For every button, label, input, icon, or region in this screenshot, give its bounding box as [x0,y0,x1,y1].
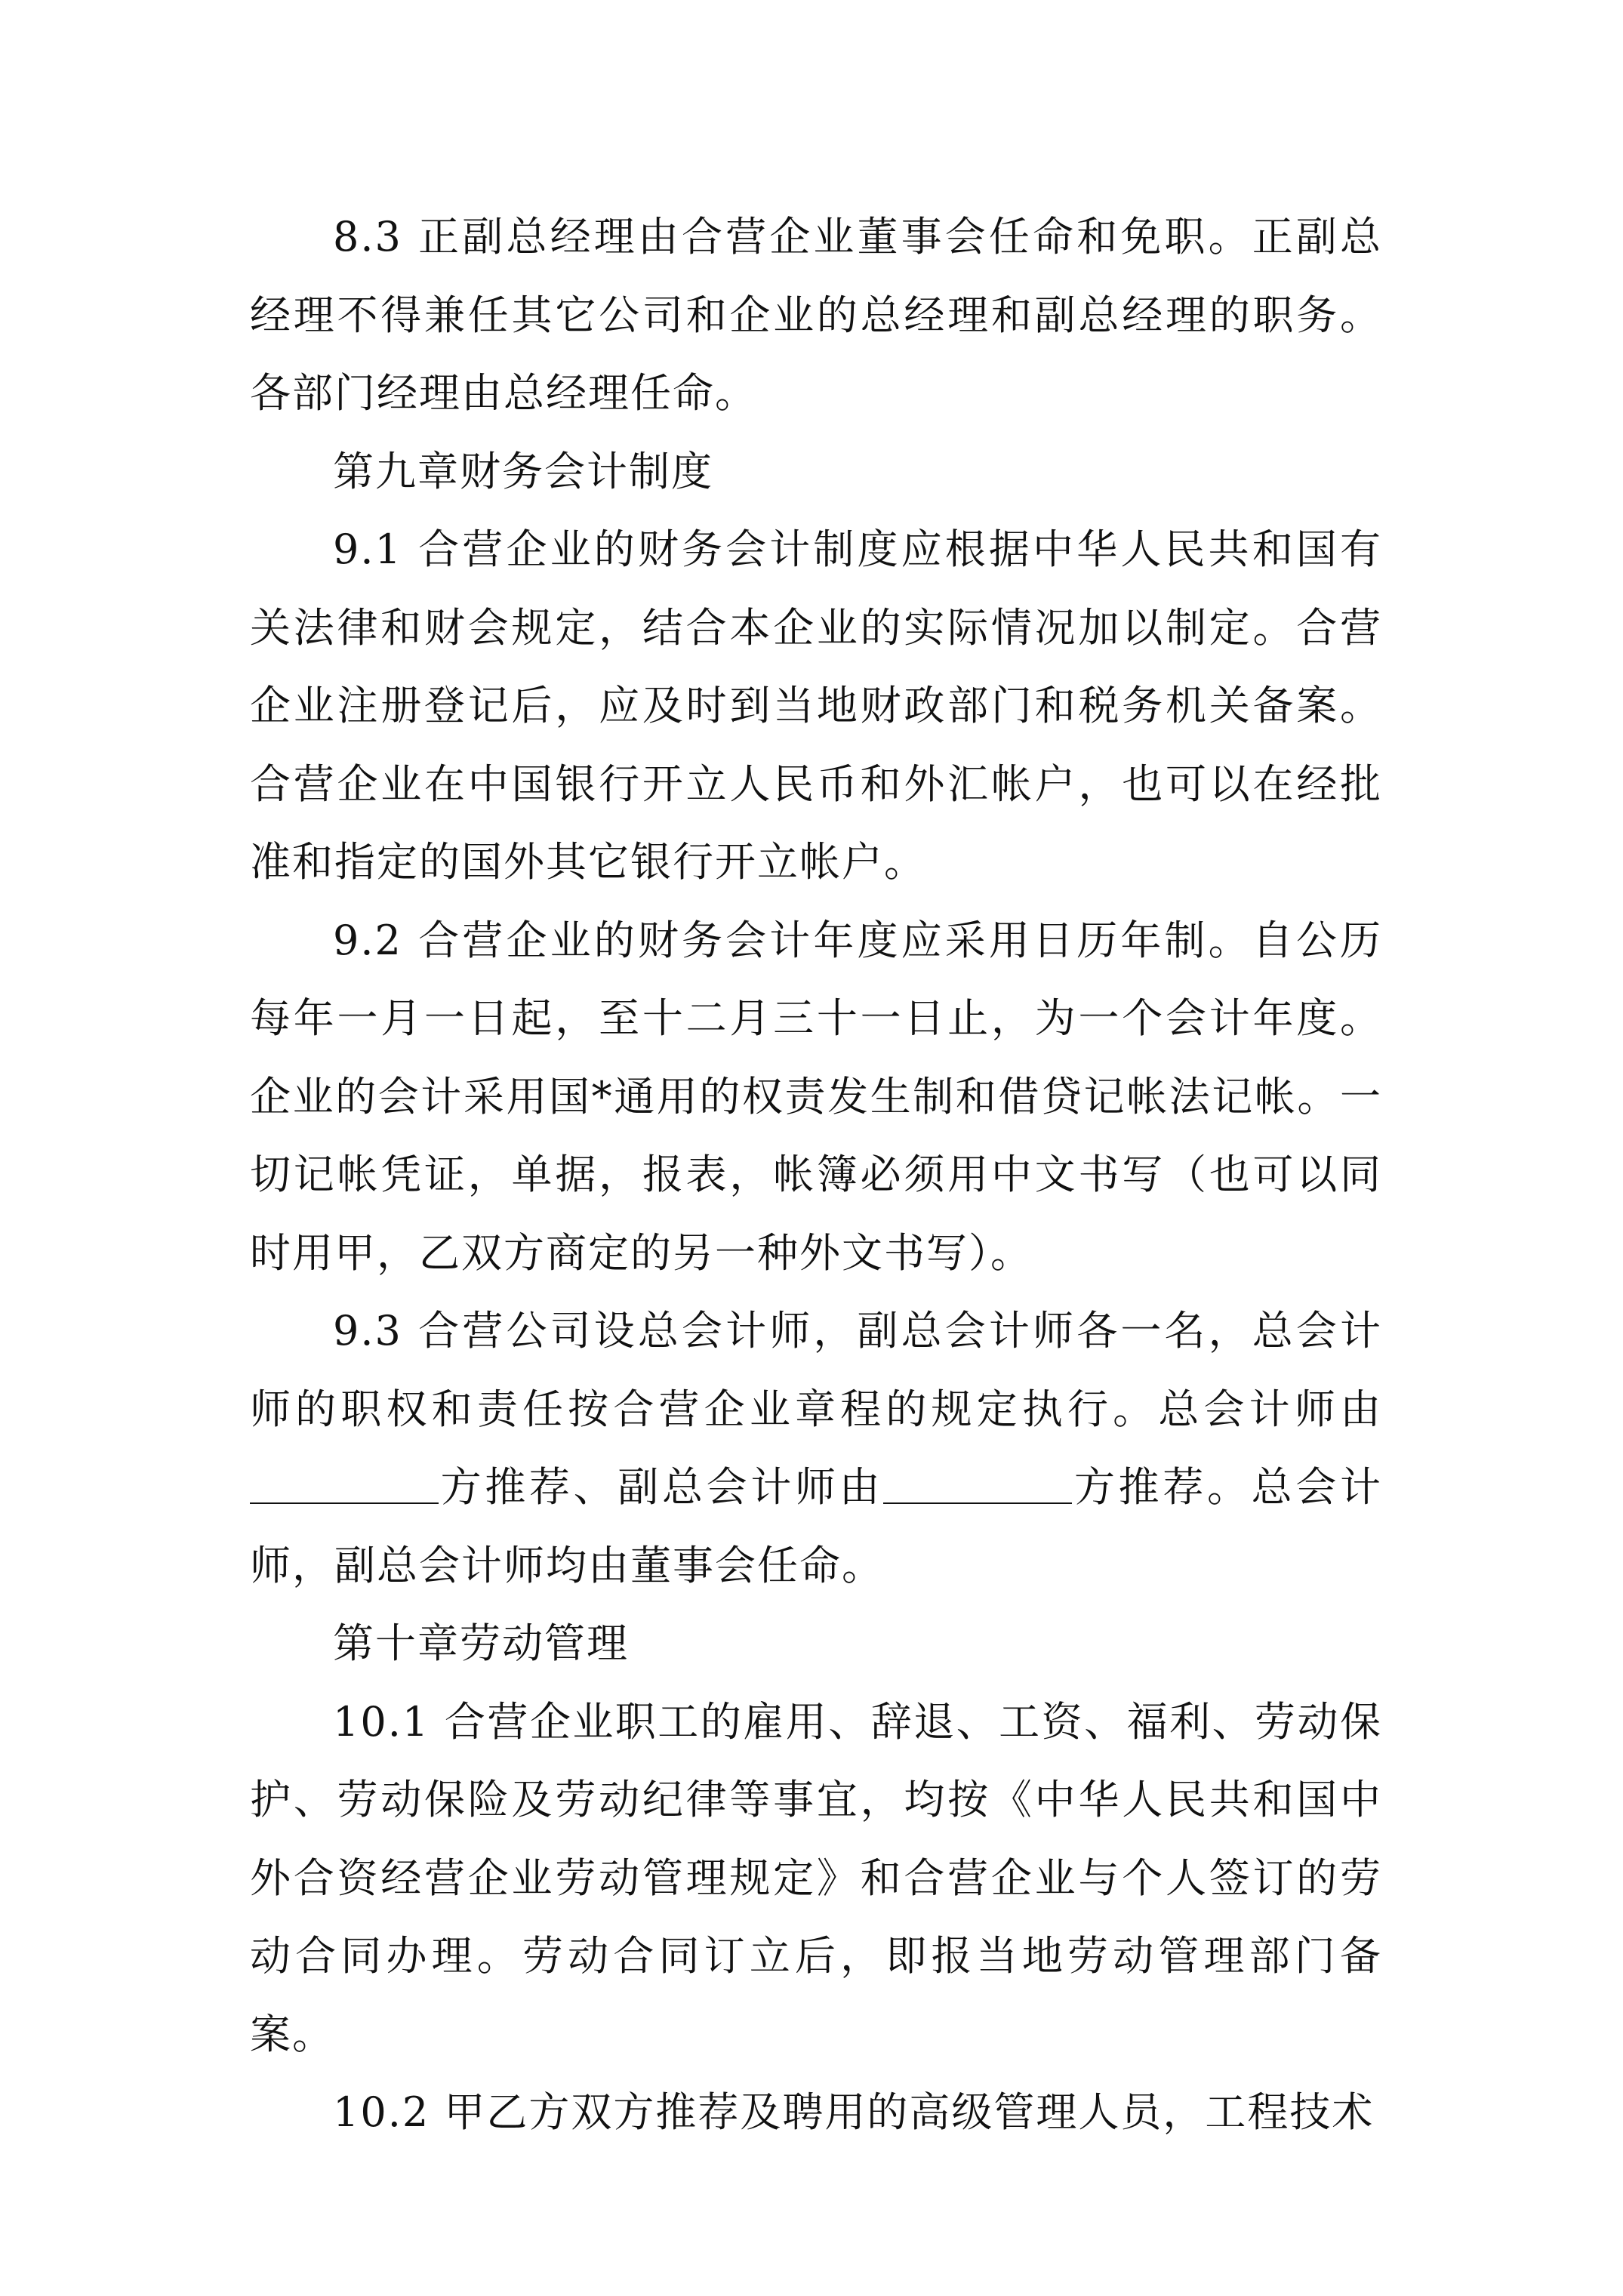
paragraph-9-3-part-2: 方推荐、副总会计师由 [439,1463,884,1511]
blank-fill-line-2 [883,1466,1072,1504]
paragraph-9-2: 9.2 合营企业的财务会计年度应采用日历年制。自公历每年一月一日起，至十二月三十一日止，为一个会计年度。企业的会计采用国*通用的权责发生制和借贷记帐法记帐。一切记帐凭证，单据，报表，帐簿必须用中文书写（也可以同时用甲，乙双方商定的另一种外文书写）。 [250,916,1382,1277]
chapter-9-heading: 第九章财务会计制度 [333,447,713,495]
blank-fill-line-1 [250,1466,439,1504]
paragraph-9-1: 9.1 合营企业的财务会计制度应根据中华人民共和国有关法律和财会规定，结合本企业的实际情况加以制定。合营企业注册登记后，应及时到当地财政部门和税务机关备案。合营企业在中国银行开立人民币和外汇帐户，也可以在经批准和指定的国外其它银行开立帐户。 [250,525,1382,886]
paragraph-10-2: 10.2 甲乙方双方推荐及聘用的高级管理人员，工程技术 [333,2088,1375,2136]
paragraph-9-3 [250,1292,1382,1604]
paragraph-10-1: 10.1 合营企业职工的雇用、辞退、工资、福利、劳动保护、劳动保险及劳动纪律等事宜，均按《中华人民共和国中外合资经营企业劳动管理规定》和合营企业与个人签订的劳动合同办理。劳动合同订立后，即报当地劳动管理部门备案。 [250,1697,1382,2058]
paragraph-9-3-part-1: 9.3 合营公司设总会计师，副总会计师各一名，总会计师的职权和责任按合营企业章程的规定执行。总会计师由 [250,1307,1382,1433]
paragraph-8-3: 8.3 正副总经理由合营企业董事会任命和免职。正副总经理不得兼任其它公司和企业的总经理和副总经理的职务。各部门经理由总经理任命。 [250,213,1382,417]
chapter-10-heading: 第十章劳动管理 [333,1620,629,1667]
document-body [250,198,1382,2152]
paragraph-9-3-part-3: 方推荐。总会计师，副总会计师均由董事会任命。 [250,1463,1383,1589]
